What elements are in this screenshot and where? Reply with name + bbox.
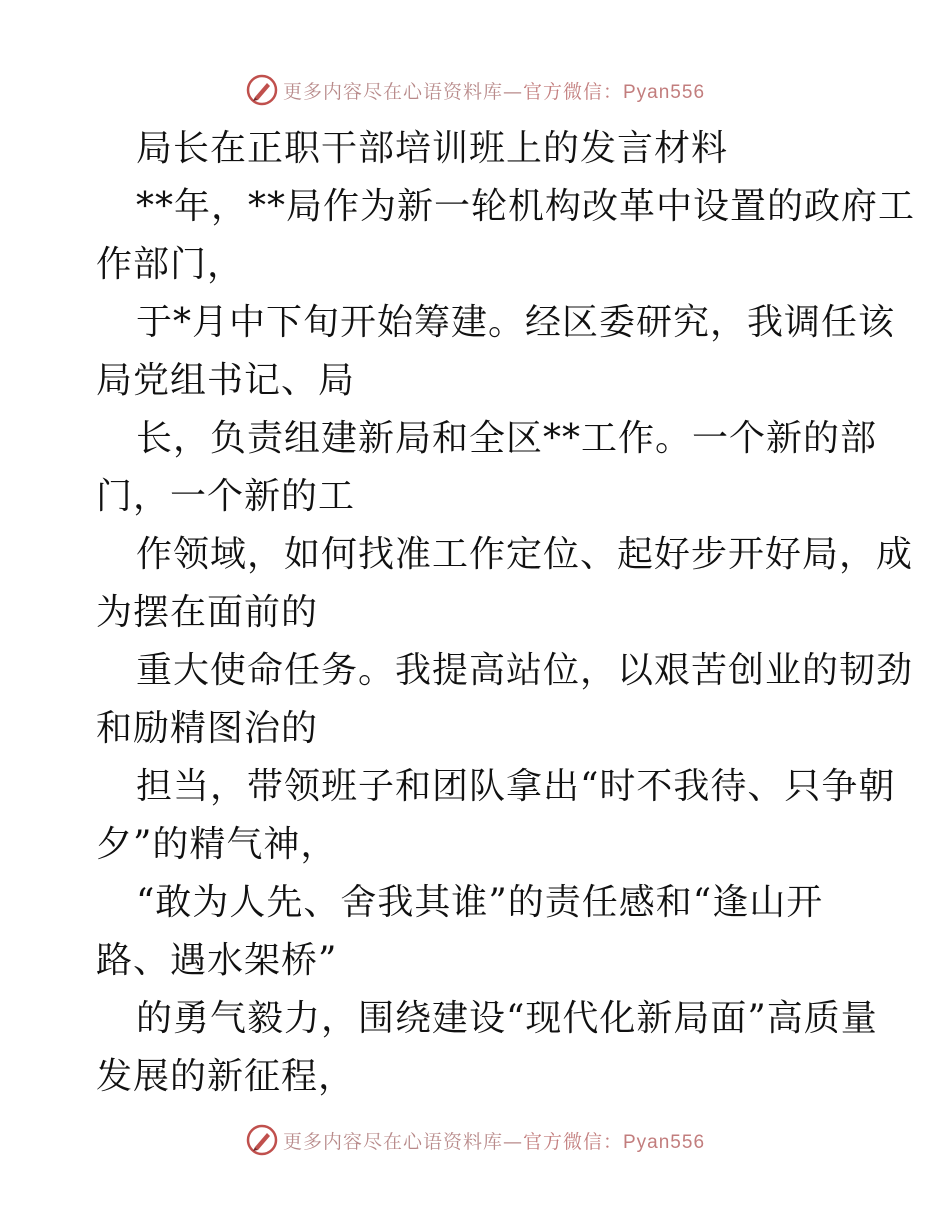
pen-in-circle-icon xyxy=(245,73,279,107)
watermark-contact: 官方微信：Pyan556 xyxy=(523,81,706,103)
text-line: 路、遇水架桥” xyxy=(96,940,338,981)
text-line: 长，负责组建新局和全区**工作。一个新的部 xyxy=(136,418,878,459)
text-line: 和励精图治的 xyxy=(96,708,319,749)
text-line: 作领域，如何找准工作定位、起好步开好局，成 xyxy=(136,534,914,575)
watermark-text: 更多内容尽在心语资料库— xyxy=(282,80,523,103)
header-watermark xyxy=(0,70,950,110)
text-line: 发展的新征程， xyxy=(96,1056,356,1097)
pen-in-circle-icon xyxy=(245,1123,279,1157)
text-line: “敢为人先、舍我其谁”的责任感和“逢山开 xyxy=(136,882,824,923)
text-line: 为摆在面前的 xyxy=(96,592,319,633)
text-line: 的勇气毅力，围绕建设“现代化新局面”高质量 xyxy=(136,998,878,1039)
text-line: 门，一个新的工 xyxy=(96,476,356,517)
text-line: 重大使命任务。我提高站位，以艰苦创业的韧劲 xyxy=(136,650,914,691)
text-line: 作部门， xyxy=(96,244,245,285)
watermark-contact: 官方微信：Pyan556 xyxy=(523,1131,706,1153)
footer-watermark xyxy=(0,1120,950,1160)
watermark-text: 更多内容尽在心语资料库— xyxy=(282,1130,523,1153)
document-body xyxy=(96,120,916,1106)
text-line: 于*月中下旬开始筹建。经区委研究，我调任该 xyxy=(136,302,896,343)
text-line: **年，**局作为新一轮机构改革中设置的政府工 xyxy=(136,186,916,227)
text-line: 夕”的精气神， xyxy=(96,824,338,865)
text-line: 局党组书记、局 xyxy=(96,360,356,401)
document-title: 局长在正职干部培训班上的发言材料 xyxy=(136,128,729,169)
text-line: 担当，带领班子和团队拿出“时不我待、只争朝 xyxy=(136,766,896,807)
